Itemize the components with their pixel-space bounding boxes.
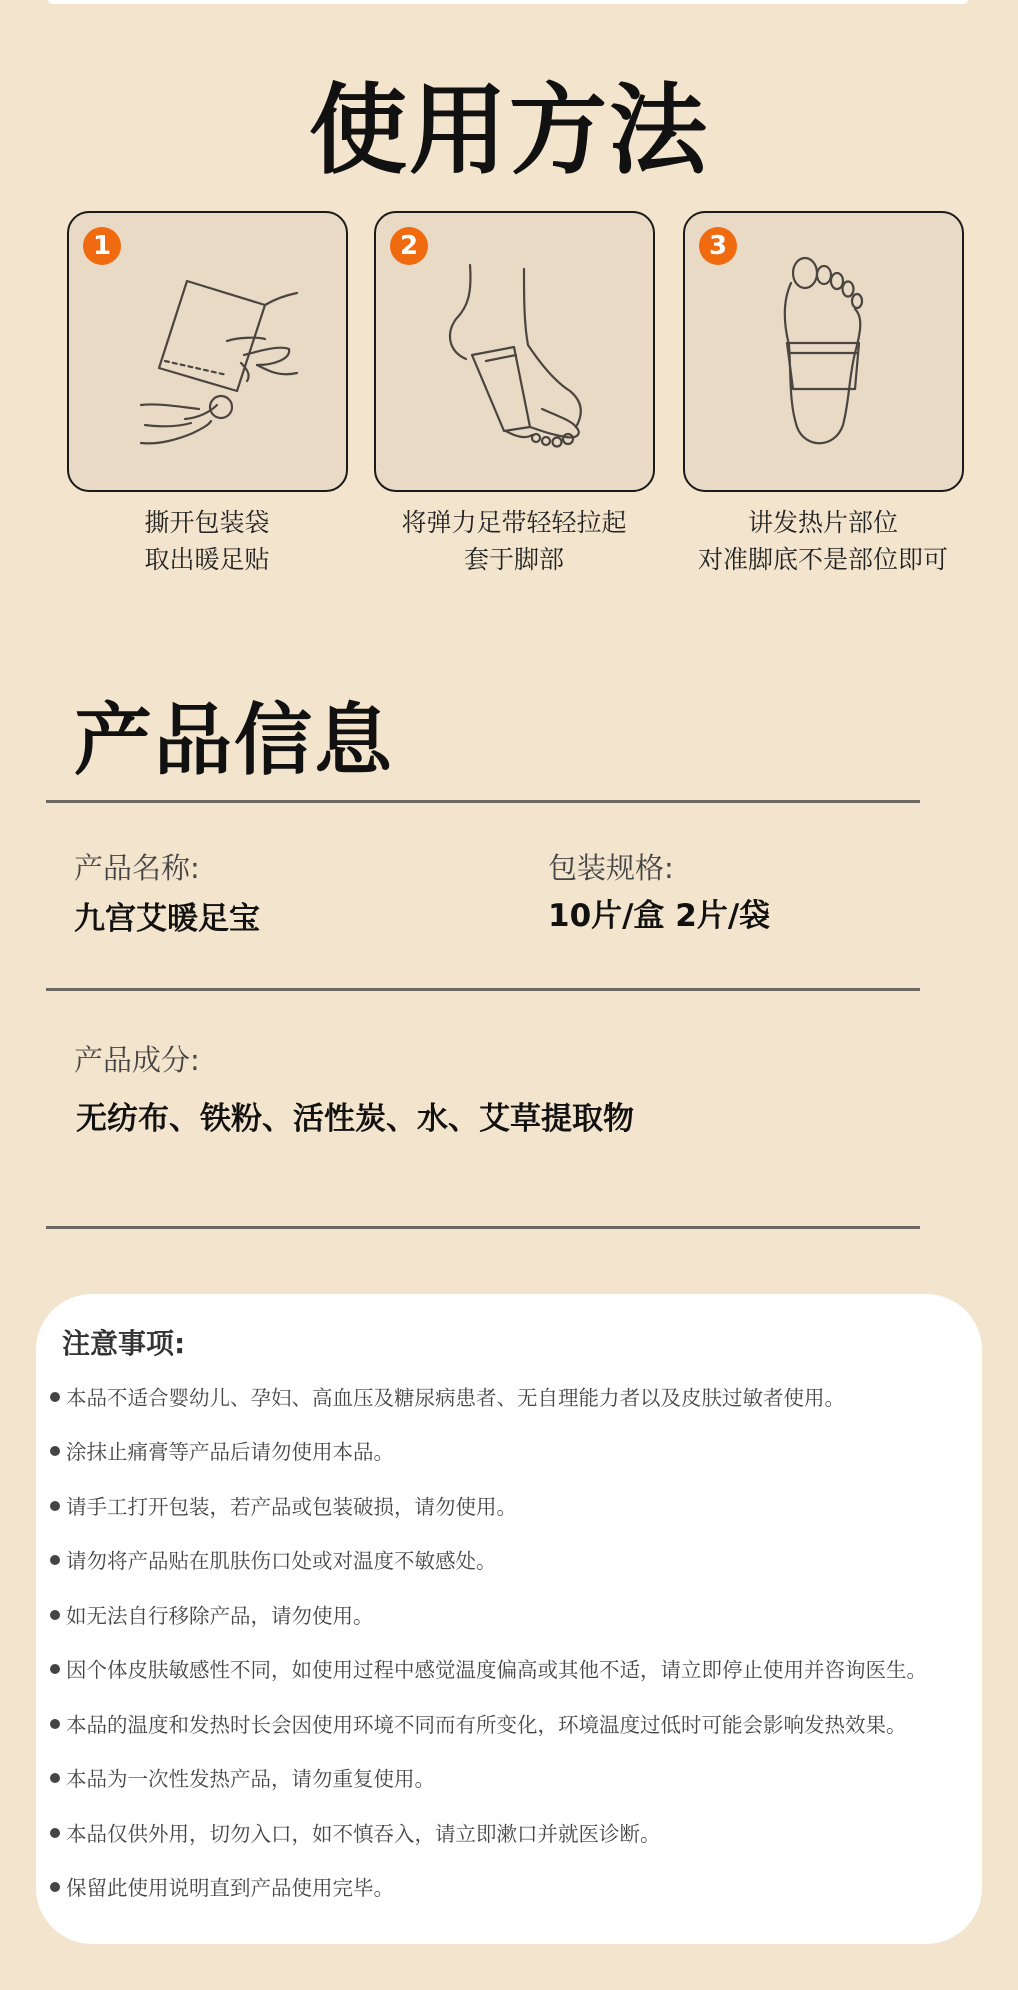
step-2-badge: 2 bbox=[390, 227, 428, 265]
step-2-caption-line2: 套于脚部 bbox=[463, 545, 564, 574]
notice-item bbox=[50, 1871, 394, 1901]
notice-item bbox=[50, 1544, 497, 1574]
ingredients-label: 产品成分: bbox=[74, 1043, 200, 1077]
bullet-icon bbox=[50, 1446, 60, 1456]
bullet-icon bbox=[50, 1719, 60, 1729]
tear-package-icon bbox=[69, 213, 346, 490]
foot-wrap-icon bbox=[376, 213, 653, 490]
notice-item-text: 保留此使用说明直到产品使用完毕。 bbox=[66, 1876, 394, 1900]
step-1-caption bbox=[47, 504, 367, 578]
bullet-icon bbox=[50, 1773, 60, 1783]
package-spec-label: 包装规格: bbox=[548, 851, 674, 885]
product-name-value: 九宫艾暖足宝 bbox=[74, 901, 260, 937]
step-3-caption bbox=[663, 504, 983, 578]
notice-item bbox=[50, 1653, 927, 1683]
usage-title: 使用方法 bbox=[308, 74, 709, 188]
bullet-icon bbox=[50, 1555, 60, 1565]
ingredients-value: 无纺布、铁粉、活性炭、水、艾草提取物 bbox=[76, 1101, 634, 1137]
notice-item bbox=[50, 1599, 374, 1629]
notice-item bbox=[50, 1490, 517, 1520]
step-3-caption-line1: 讲发热片部位 bbox=[747, 508, 898, 537]
foot-sole-icon bbox=[685, 213, 962, 490]
notice-title: 注意事项: bbox=[62, 1327, 186, 1360]
step-1-caption-line2: 取出暖足贴 bbox=[144, 545, 270, 574]
step-2-caption-line1: 将弹力足带轻轻拉起 bbox=[401, 508, 627, 537]
step-1-caption-line1: 撕开包装袋 bbox=[144, 508, 270, 537]
notice-item bbox=[50, 1817, 661, 1847]
notice-item-text: 本品的温度和发热时长会因使用环境不同而有所变化，环境温度过低时可能会影响发热效果。 bbox=[66, 1713, 907, 1737]
product-info-title: 产品信息 bbox=[74, 696, 395, 786]
bullet-icon bbox=[50, 1882, 60, 1892]
step-1-card bbox=[67, 211, 348, 492]
notice-panel bbox=[36, 1294, 982, 1944]
bullet-icon bbox=[50, 1828, 60, 1838]
notice-item-text: 本品不适合婴幼儿、孕妇、高血压及糖尿病患者、无自理能力者以及皮肤过敏者使用。 bbox=[66, 1386, 845, 1410]
bullet-icon bbox=[50, 1501, 60, 1511]
notice-item bbox=[50, 1381, 845, 1411]
notice-item-text: 本品为一次性发热产品，请勿重复使用。 bbox=[66, 1767, 435, 1791]
divider-2 bbox=[46, 988, 920, 991]
bullet-icon bbox=[50, 1610, 60, 1620]
notice-item-text: 本品仅供外用，切勿入口，如不慎吞入，请立即漱口并就医诊断。 bbox=[66, 1822, 661, 1846]
step-3-caption-line2: 对准脚底不是部位即可 bbox=[697, 545, 948, 574]
step-2-card bbox=[374, 211, 655, 492]
notice-item-text: 请手工打开包装，若产品或包装破损，请勿使用。 bbox=[66, 1495, 517, 1519]
divider-3 bbox=[46, 1226, 920, 1229]
bullet-icon bbox=[50, 1392, 60, 1402]
step-3-badge: 3 bbox=[699, 227, 737, 265]
step-3-card bbox=[683, 211, 964, 492]
notice-item-text: 因个体皮肤敏感性不同，如使用过程中感觉温度偏高或其他不适，请立即停止使用并咨询医生。 bbox=[66, 1658, 927, 1682]
notice-item-text: 涂抹止痛膏等产品后请勿使用本品。 bbox=[66, 1440, 394, 1464]
top-decor-line bbox=[48, 0, 968, 4]
notice-item bbox=[50, 1708, 907, 1738]
step-1-badge: 1 bbox=[83, 227, 121, 265]
notice-item-text: 如无法自行移除产品，请勿使用。 bbox=[66, 1604, 374, 1628]
package-spec-value: 10片/盒 2片/袋 bbox=[548, 898, 771, 934]
notice-item bbox=[50, 1435, 394, 1465]
step-2-caption bbox=[354, 504, 674, 578]
notice-item-text: 请勿将产品贴在肌肤伤口处或对温度不敏感处。 bbox=[66, 1549, 497, 1573]
divider-1 bbox=[46, 800, 920, 803]
notice-item bbox=[50, 1762, 435, 1792]
bullet-icon bbox=[50, 1664, 60, 1674]
product-name-label: 产品名称: bbox=[74, 851, 200, 885]
